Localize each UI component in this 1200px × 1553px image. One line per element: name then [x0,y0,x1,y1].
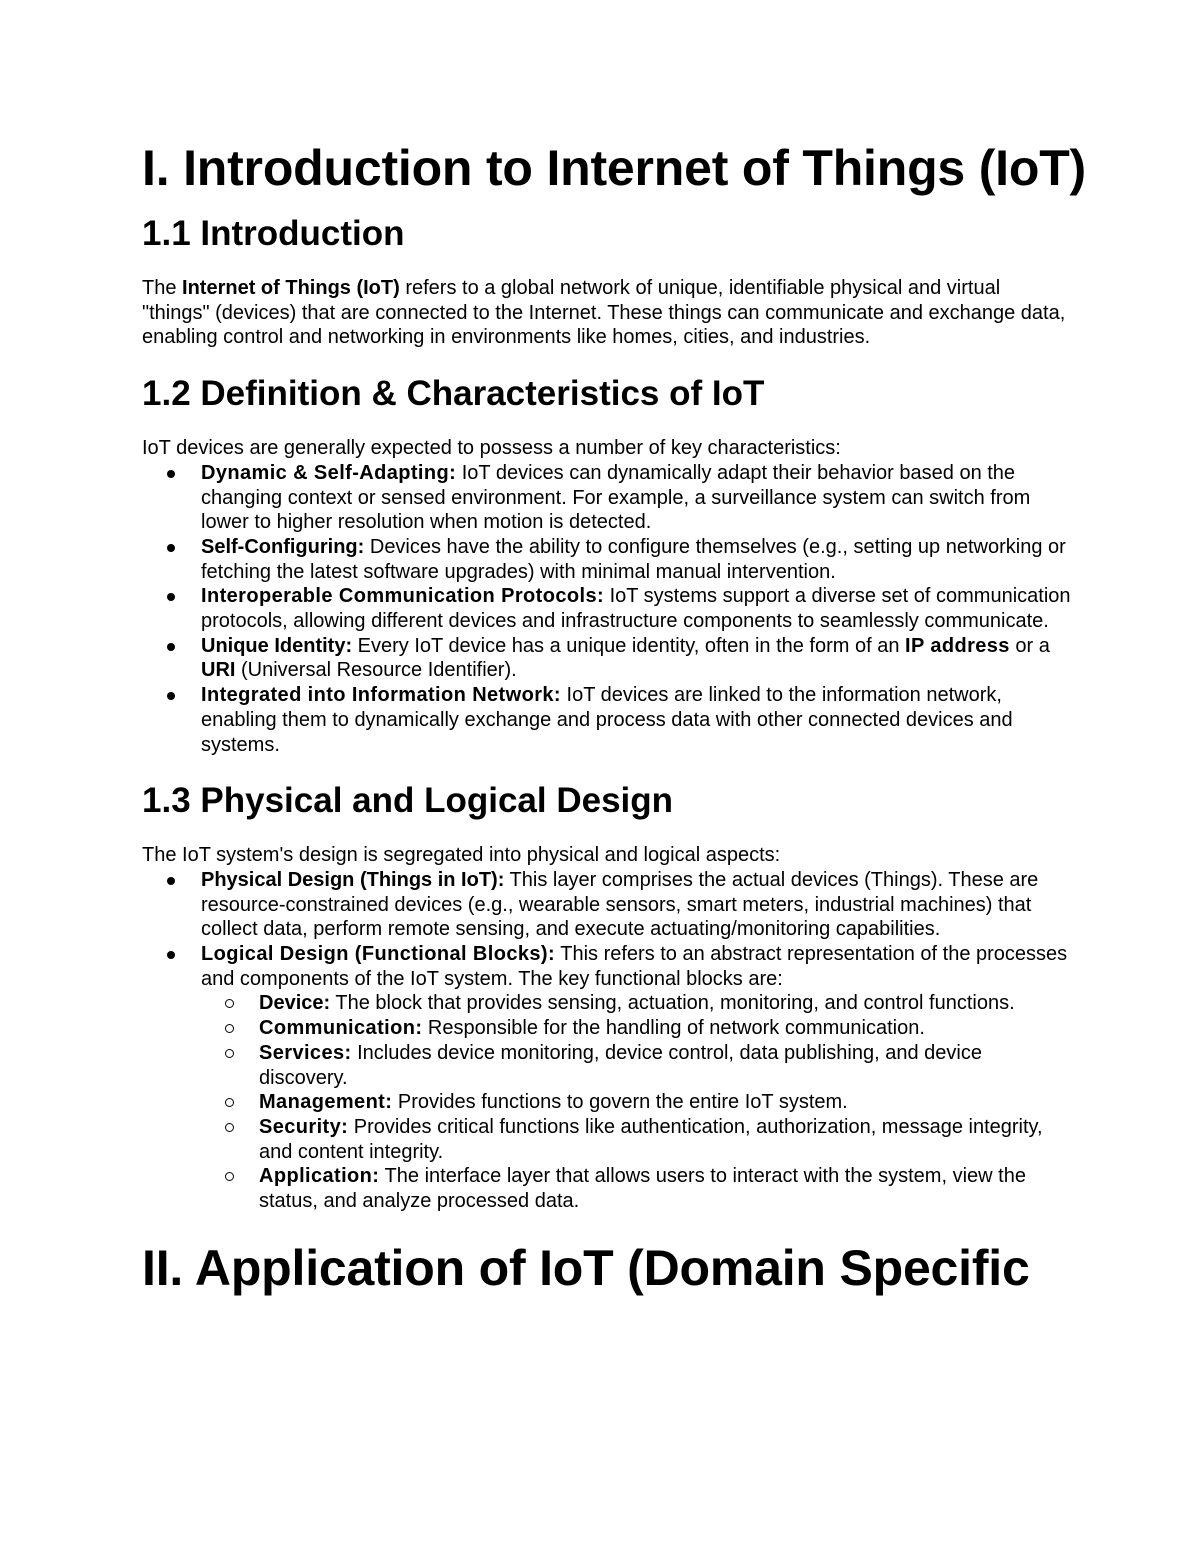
list-item [201,991,1072,1016]
list-item-term: Management: [259,1091,393,1114]
term-iot: Internet of Things (IoT) [182,277,400,299]
heading-1-1-introduction: 1.1 Introduction [142,214,405,253]
paragraph-characteristics-lead: IoT devices are generally expected to possess a number of key characteristics: [142,437,841,460]
list-item-text: Provides functions to govern the entire IoT system. [392,1091,848,1114]
list-item-text: or a [1009,634,1050,657]
heading-1-2-characteristics: 1.2 Definition & Characteristics of IoT [142,374,765,414]
list-item [201,1016,1072,1041]
list-item-term: Security: [259,1115,349,1138]
list-item-text: This layer comprises the actual devices (Things). These are resource-constrained devices (e.g., wearable sensors, smart meters, industrial machines) that collect data, perform remote sensing, and execute actuating/monitoring capabilities. [201,868,1039,941]
heading-1-3-design: 1.3 Physical and Logical Design [142,781,674,821]
functional-blocks-list [201,991,1072,1213]
list-item-term: Interoperable Communication Protocols: [201,585,605,608]
list-item [142,535,1072,584]
characteristics-list [142,461,1072,757]
paragraph-iot-definition [142,276,1072,350]
list-item [142,868,1072,942]
list-item-text: Includes device monitoring, device control, data publishing, and device discovery. [259,1041,982,1089]
list-item-term: Device: [259,992,331,1015]
list-item [201,1115,1072,1164]
list-item-text: IoT systems support a diverse set of communication protocols, allowing different devices and infrastructure components to seamlessly communicate. [201,585,1071,633]
list-item [201,1041,1072,1090]
list-item-term: Physical Design (Things in IoT): [201,868,505,891]
text: The [142,277,183,299]
list-item [142,683,1072,757]
list-item-term: Services: [259,1041,352,1064]
list-item-text: The block that provides sensing, actuation, monitoring, and control functions. [330,992,1015,1015]
list-item-text: IoT devices are linked to the information network, enabling them to dynamically exchange and process data with other connected devices and systems. [201,684,1013,756]
paragraph-design-lead: The IoT system's design is segregated into physical and logical aspects: [142,844,781,867]
list-item-term: Application: [259,1165,380,1188]
list-item [201,1164,1072,1213]
list-item-text: (Universal Resource Identifier). [235,659,517,682]
list-item [142,942,1072,1214]
list-item-term: Logical Design (Functional Blocks): [201,943,556,966]
list-item-text: Every IoT device has a unique identity, often in the form of an [352,634,906,657]
list-item-term: Unique Identity: [201,634,353,657]
list-item [142,461,1072,535]
heading-introduction-iot: I. Introduction to Internet of Things (IoT) [142,140,1087,196]
list-item-text: Provides critical functions like authentication, authorization, message integrity, and content integrity. [259,1115,1043,1163]
list-item [201,1090,1072,1115]
design-list [142,868,1072,1214]
document-page [142,138,1087,1312]
list-item-term: Dynamic & Self-Adapting: [201,461,457,484]
list-item-term: Self-Configuring: [201,535,365,558]
list-item [142,634,1072,683]
term-ip-address: IP address [905,634,1010,657]
term-uri: URI [201,659,236,682]
list-item-text: Responsible for the handling of network communication. [422,1017,925,1040]
list-item-text: Devices have the ability to configure themselves (e.g., setting up networking or fetching the latest software upgrades) with minimal manual intervention. [201,535,1066,583]
text: refers to a global network of unique, identifiable physical and virtual "things" (devices) that are connected to the Internet. These things can communicate and exchange data, enabling control and networking in environments like homes, cities, and industries. [142,277,1066,349]
list-item-term: Integrated into Information Network: [201,684,561,707]
list-item-term: Communication: [259,1017,423,1040]
list-item-text: The interface layer that allows users to interact with the system, view the status, and analyze processed data. [259,1165,1026,1213]
list-item-text: This refers to an abstract representation of the processes and components of the IoT system. The key functional blocks are: [201,943,1068,990]
heading-application-iot: II. Application of IoT (Domain Specific [142,1239,1030,1296]
list-item-text: IoT devices can dynamically adapt their behavior based on the changing context or sensed environment. For example, a surveillance system can switch from lower to higher resolution when motion is detected. [201,461,1031,534]
list-item [142,584,1072,633]
